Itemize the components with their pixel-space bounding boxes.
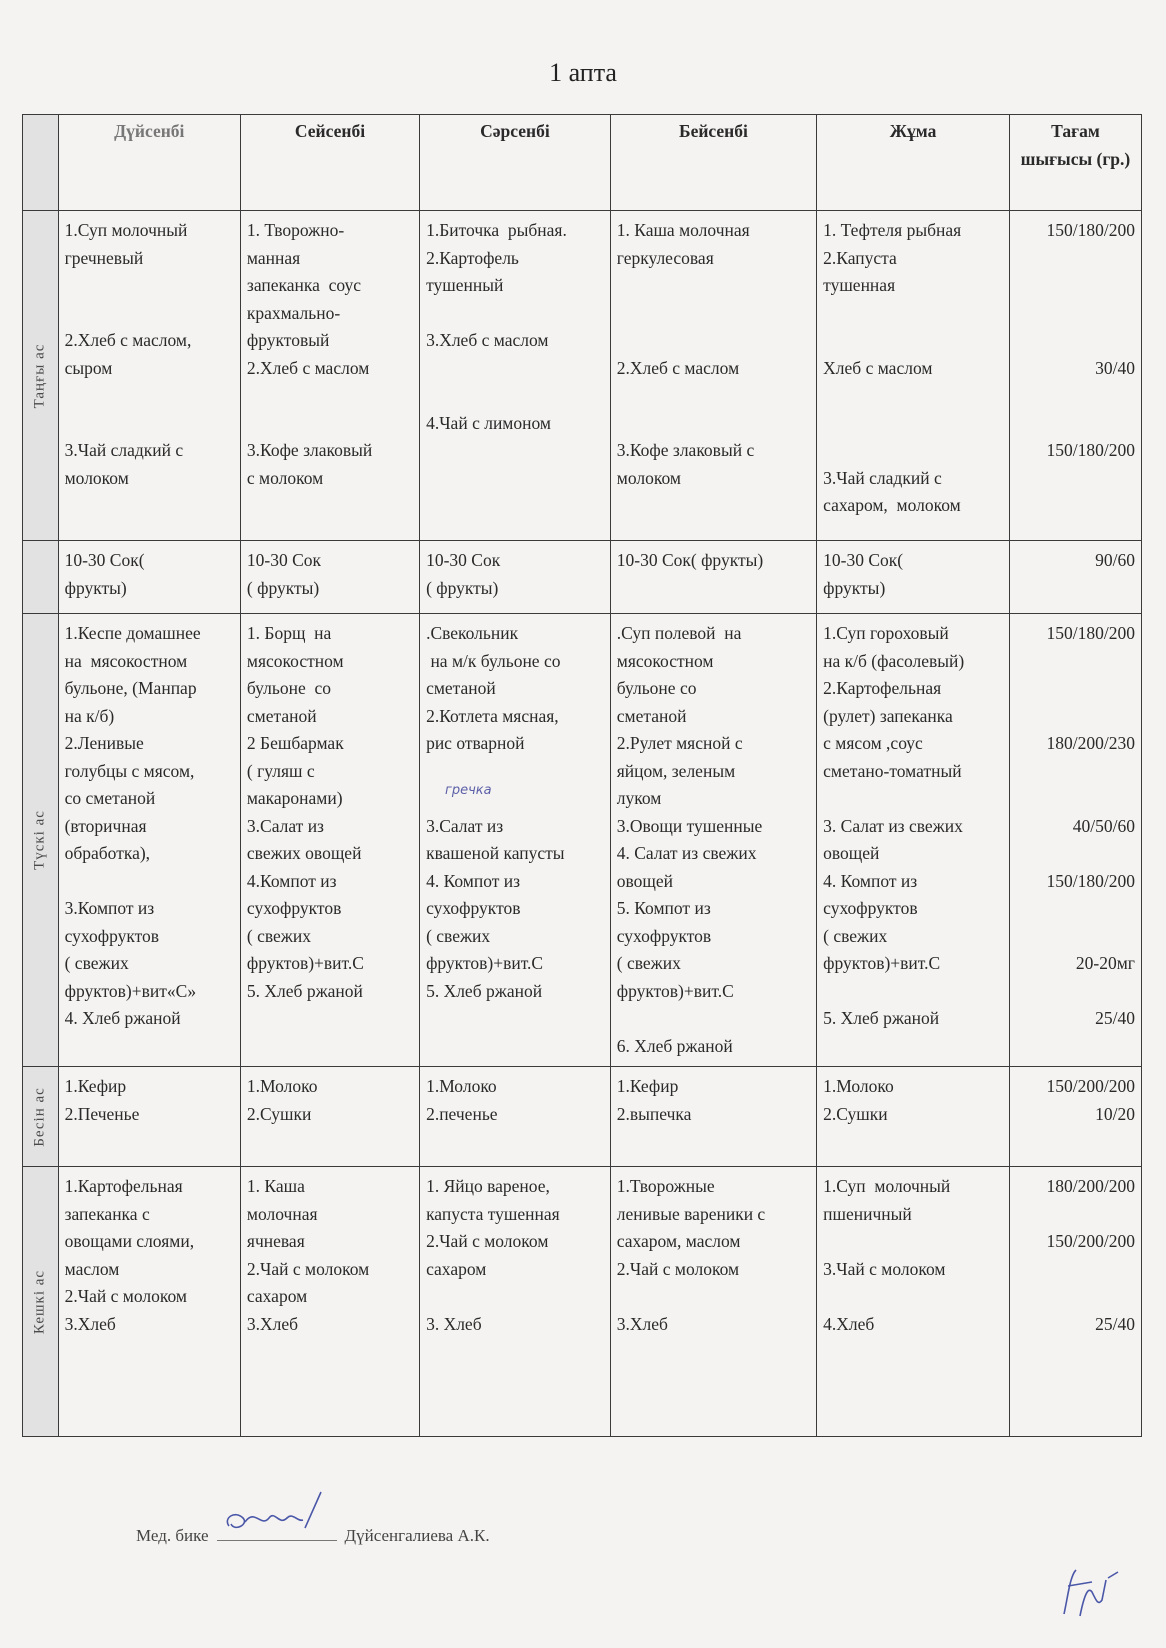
- header-row: [23, 115, 1142, 211]
- menu-line: 3.Кофе злаковый с: [616, 440, 755, 460]
- menu-line: 10/20: [1095, 1103, 1135, 1124]
- menu-cell: [58, 541, 240, 614]
- menu-line: 3.Хлеб: [64, 1313, 116, 1334]
- menu-line: [1016, 675, 1135, 703]
- menu-line: [65, 868, 234, 896]
- menu-line: [1016, 648, 1135, 676]
- page-title: 1 апта: [549, 58, 617, 87]
- menu-line: 3.Хлеб: [616, 1313, 668, 1334]
- menu-line: фрукты): [64, 577, 127, 598]
- menu-line: обработка),: [64, 843, 151, 863]
- menu-line: 10-30 Сок: [426, 550, 501, 570]
- menu-line: 20-20мг: [1075, 953, 1135, 973]
- column-header: Жұма: [817, 115, 1010, 211]
- menu-line: запеканка соус: [246, 275, 361, 295]
- menu-line: [1016, 410, 1135, 438]
- initials-icon: [1058, 1556, 1128, 1626]
- menu-line: 180/200/200: [1046, 1176, 1135, 1196]
- menu-line: 4. Хлеб ржаной: [64, 1008, 181, 1028]
- menu-line: [1016, 978, 1135, 1006]
- menu-line: сухофруктов: [823, 898, 918, 918]
- menu-cell: [240, 1167, 419, 1437]
- menu-line: ( свежих: [616, 953, 681, 973]
- menu-cell: [58, 1067, 240, 1167]
- menu-line: квашеной капусты: [426, 843, 565, 863]
- menu-line: [1016, 785, 1135, 813]
- menu-line: на к/б (фасолевый): [823, 650, 965, 671]
- menu-line: [1016, 1256, 1135, 1284]
- menu-table: [22, 114, 1142, 1437]
- menu-line: сахаром, молоком: [823, 495, 961, 515]
- menu-line: ленивые вареники с: [616, 1203, 766, 1224]
- menu-line: манная: [246, 247, 301, 268]
- column-header: Бейсенбі: [610, 115, 816, 211]
- menu-cell: [817, 211, 1010, 541]
- menu-line: макаронами): [246, 788, 343, 808]
- menu-line: на мясокостном: [64, 650, 188, 671]
- menu-line: 3.Хлеб с маслом: [426, 330, 549, 350]
- header-corner: [23, 115, 59, 211]
- signature-line: [217, 1518, 337, 1541]
- meal-row: [23, 541, 1142, 614]
- column-header: Сейсенбі: [240, 115, 419, 211]
- menu-line: .Свекольник: [426, 623, 519, 643]
- meal-label: [23, 1067, 59, 1167]
- menu-line: 3.Чай сладкий с: [823, 467, 942, 488]
- menu-line: 3.Овощи тушенные: [616, 815, 763, 836]
- meal-label-text: Түскі ас: [31, 810, 48, 870]
- menu-line: ( фрукты): [246, 577, 320, 598]
- menu-line: [823, 978, 1003, 1006]
- menu-line: [1016, 923, 1135, 951]
- menu-line: [1016, 1283, 1135, 1311]
- menu-line: ( свежих: [246, 925, 312, 946]
- portion-cell: [1009, 541, 1141, 614]
- menu-line: 3.Чай с молоком: [823, 1258, 946, 1279]
- menu-cell: [240, 1067, 419, 1167]
- menu-line: бульоне со: [246, 678, 331, 698]
- menu-line: 150/180/200: [1046, 870, 1135, 891]
- menu-line: молоком: [64, 467, 129, 488]
- menu-line: 3.Салат из: [246, 815, 324, 836]
- menu-line: [1016, 245, 1135, 273]
- menu-line: с мясом ,соус: [823, 733, 923, 753]
- menu-line: [247, 382, 413, 410]
- menu-line: 3. Салат из свежих: [823, 815, 963, 836]
- menu-line: .Суп полевой на: [616, 623, 742, 643]
- menu-line: 2.Чай с молоком: [64, 1286, 187, 1306]
- menu-line: 40/50/60: [1072, 815, 1135, 836]
- menu-line: 10-30 Сок(: [823, 550, 904, 570]
- handwritten-note: гречка: [445, 783, 492, 798]
- menu-line: Хлеб с маслом: [823, 357, 933, 378]
- menu-line: 4.Чай с лимоном: [426, 412, 551, 433]
- menu-line: 25/40: [1095, 1313, 1135, 1334]
- menu-line: 2.Котлета мясная,: [426, 705, 559, 726]
- menu-line: рис отварной: [426, 733, 525, 753]
- menu-line: фрукты): [823, 577, 886, 598]
- menu-cell: [420, 1067, 611, 1167]
- menu-line: 4.Компот из: [246, 870, 337, 891]
- menu-line: [1016, 840, 1135, 868]
- menu-line: [426, 382, 604, 410]
- menu-line: фруктов)+вит«С»: [64, 980, 197, 1001]
- menu-line: 1.Картофельная: [64, 1176, 183, 1196]
- menu-line: запеканка с: [64, 1203, 150, 1224]
- menu-cell: [58, 1167, 240, 1437]
- menu-line: [1016, 703, 1135, 731]
- menu-line: [617, 300, 810, 328]
- menu-cell: [240, 541, 419, 614]
- menu-line: [65, 300, 234, 328]
- menu-line: 2.печенье: [426, 1103, 498, 1124]
- menu-line: сухофруктов: [64, 925, 160, 946]
- menu-line: 2.Картофель: [426, 247, 519, 268]
- menu-cell: [58, 211, 240, 541]
- menu-line: 1.Кеспе домашнее: [64, 623, 201, 643]
- menu-line: [823, 300, 1003, 328]
- menu-line: ячневая: [246, 1231, 305, 1251]
- meal-row: [23, 614, 1142, 1067]
- menu-line: со сметаной: [64, 788, 156, 808]
- menu-line: овощей: [823, 843, 880, 863]
- menu-line: мясокостном: [246, 650, 344, 671]
- signature-name: Дүйсенгалиева А.К.: [344, 1526, 490, 1545]
- menu-line: [617, 1005, 810, 1033]
- menu-line: тушенная: [823, 275, 896, 295]
- menu-cell: [817, 1167, 1010, 1437]
- menu-line: бульоне, (Манпар: [64, 678, 197, 698]
- menu-line: 10-30 Сок(: [64, 550, 145, 570]
- menu-cell: [240, 211, 419, 541]
- menu-cell: [610, 1167, 816, 1437]
- menu-line: [426, 300, 604, 328]
- menu-line: 4.Хлеб: [823, 1313, 875, 1334]
- menu-line: фруктов)+вит.С: [823, 953, 941, 973]
- menu-line: 150/200/200: [1046, 1231, 1135, 1251]
- menu-line: [823, 1228, 1003, 1256]
- menu-cell: [610, 211, 816, 541]
- menu-line: 10-30 Сок: [246, 550, 322, 570]
- menu-cell: [240, 614, 419, 1067]
- menu-line: [1016, 327, 1135, 355]
- menu-cell: [420, 1167, 611, 1437]
- menu-line: 1.Кефир: [64, 1076, 127, 1096]
- menu-line: [1016, 1201, 1135, 1229]
- menu-line: [1016, 272, 1135, 300]
- meal-label: [23, 211, 59, 541]
- menu-line: фруктовый: [246, 330, 330, 350]
- menu-line: [1016, 758, 1135, 786]
- menu-line: [1016, 300, 1135, 328]
- menu-line: [65, 272, 234, 300]
- menu-line: фруктов)+вит.С: [616, 980, 734, 1001]
- menu-line: [617, 410, 810, 438]
- menu-line: 1.Творожные: [616, 1176, 715, 1196]
- column-header: Сәрсенбі: [420, 115, 611, 211]
- menu-line: [1016, 382, 1135, 410]
- menu-line: 1.Молоко: [246, 1076, 318, 1096]
- menu-line: голубцы с мясом,: [64, 760, 195, 781]
- menu-line: 2.Сушки: [823, 1103, 888, 1124]
- menu-line: сметаной: [426, 678, 496, 698]
- menu-cell: [817, 541, 1010, 614]
- menu-line: 2.Сушки: [246, 1103, 312, 1124]
- menu-line: 1. Тефтеля рыбная: [823, 220, 962, 240]
- menu-cell: [817, 1067, 1010, 1167]
- menu-line: 1. Творожно-: [246, 220, 345, 240]
- menu-line: капуста тушенная: [426, 1203, 560, 1224]
- menu-cell: [420, 614, 611, 1067]
- menu-line: 3.Чай сладкий с: [64, 440, 184, 460]
- menu-line: [617, 1283, 810, 1311]
- menu-line: сухофруктов: [616, 925, 712, 946]
- menu-line: ( фрукты): [426, 577, 499, 598]
- menu-line: [823, 410, 1003, 438]
- menu-line: луком: [616, 788, 662, 808]
- menu-line: овощей: [616, 870, 674, 891]
- portion-cell: [1009, 211, 1141, 541]
- menu-line: 5. Компот из: [616, 898, 711, 918]
- menu-cell: [610, 1067, 816, 1167]
- menu-line: 1.Биточка рыбная.: [426, 220, 567, 240]
- menu-line: [823, 437, 1003, 465]
- menu-cell: [817, 614, 1010, 1067]
- menu-line: молочная: [246, 1203, 318, 1224]
- menu-line: 3.Салат из: [426, 815, 504, 836]
- menu-line: 2 Бешбармак: [246, 733, 344, 753]
- menu-line: 150/180/200: [1046, 220, 1135, 240]
- menu-cell: [58, 614, 240, 1067]
- menu-line: гречневый: [64, 247, 144, 268]
- menu-line: 5. Хлеб ржаной: [823, 1008, 940, 1028]
- menu-line: с молоком: [246, 467, 324, 488]
- menu-line: сухофруктов: [246, 898, 342, 918]
- menu-line: сметаной: [246, 705, 317, 726]
- menu-line: 150/200/200: [1046, 1076, 1135, 1096]
- menu-line: геркулесовая: [616, 247, 714, 268]
- menu-line: 5. Хлеб ржаной: [246, 980, 363, 1001]
- menu-line: пшеничный: [823, 1203, 912, 1224]
- menu-line: фруктов)+вит.С: [426, 953, 544, 973]
- menu-line: [426, 1283, 604, 1311]
- menu-line: 10-30 Сок( фрукты): [616, 550, 764, 570]
- menu-line: 2.Чай с молоком: [246, 1258, 370, 1279]
- signature-prefix: Мед. бике: [136, 1526, 209, 1545]
- meal-label-text: Таңғы ас: [31, 343, 48, 408]
- menu-cell: [420, 541, 611, 614]
- menu-line: 1.Молоко: [823, 1076, 894, 1096]
- menu-line: 3. Хлеб: [426, 1313, 482, 1334]
- menu-line: [426, 758, 604, 786]
- menu-line: (рулет) запеканка: [823, 705, 953, 726]
- menu-line: 4. Салат из свежих: [616, 843, 757, 863]
- meal-row: [23, 1167, 1142, 1437]
- menu-line: ( свежих: [426, 925, 491, 946]
- menu-line: свежих овощей: [246, 843, 362, 863]
- menu-line: 1.Суп гороховый: [823, 623, 949, 643]
- meal-row: [23, 211, 1142, 541]
- menu-line: маслом: [64, 1258, 120, 1279]
- menu-line: [65, 382, 234, 410]
- menu-line: 3.Хлеб: [246, 1313, 299, 1334]
- menu-line: 4. Компот из: [823, 870, 918, 891]
- menu-line: 1. Каша молочная: [616, 220, 750, 240]
- menu-line: овощами слоями,: [64, 1231, 195, 1251]
- menu-line: 25/40: [1095, 1008, 1135, 1028]
- menu-cell: [610, 614, 816, 1067]
- meal-label: [23, 541, 59, 614]
- column-header: Тағам шығысы (гр.): [1009, 115, 1141, 211]
- menu-line: 2.Печенье: [64, 1103, 140, 1124]
- meal-label-text: Бесін ас: [31, 1086, 48, 1147]
- menu-line: 1.Суп молочный: [823, 1176, 951, 1196]
- menu-line: 180/200/230: [1046, 733, 1135, 753]
- menu-line: 2.Рулет мясной с: [616, 733, 743, 753]
- portion-cell: [1009, 1067, 1141, 1167]
- menu-line: 2.Ленивые: [64, 733, 144, 753]
- menu-cell: [420, 211, 611, 541]
- menu-line: ( гуляш с: [246, 760, 315, 781]
- menu-line: мясокостном: [616, 650, 714, 671]
- meal-label-text: Кешкі ас: [31, 1269, 48, 1334]
- menu-line: на к/б): [64, 705, 115, 726]
- menu-line: 2.выпечка: [616, 1103, 692, 1124]
- menu-line: [247, 410, 413, 438]
- menu-line: 3.Кофе злаковый: [246, 440, 373, 460]
- menu-line: [617, 382, 810, 410]
- menu-line: 1. Каша: [246, 1176, 305, 1196]
- menu-line: 1. Борщ на: [246, 623, 332, 643]
- menu-line: сметано-томатный: [823, 760, 962, 781]
- meal-row: [23, 1067, 1142, 1167]
- menu-line: сахаром: [246, 1286, 308, 1306]
- menu-line: 1. Яйцо вареное,: [426, 1176, 550, 1196]
- menu-line: ( свежих: [64, 953, 129, 973]
- menu-line: 30/40: [1095, 357, 1135, 378]
- menu-line: ( свежих: [823, 925, 888, 946]
- menu-cell: [610, 541, 816, 614]
- meal-label: [23, 1167, 59, 1437]
- menu-line: сахаром, маслом: [616, 1231, 741, 1251]
- menu-line: [823, 785, 1003, 813]
- menu-line: [617, 272, 810, 300]
- menu-line: 150/180/200: [1046, 440, 1135, 460]
- menu-line: сметаной: [616, 705, 687, 726]
- menu-line: 2.Капуста: [823, 247, 897, 268]
- menu-line: 3.Компот из: [64, 898, 155, 918]
- menu-line: 2.Чай с молоком: [616, 1258, 740, 1279]
- menu-line: [65, 410, 234, 438]
- menu-line: 2.Хлеб с маслом,: [64, 330, 192, 350]
- menu-line: [823, 1283, 1003, 1311]
- signature-icon: [221, 1488, 341, 1538]
- menu-line: 6. Хлеб ржаной: [616, 1035, 733, 1056]
- menu-line: молоком: [616, 467, 681, 488]
- menu-line: крахмально-: [246, 302, 341, 323]
- menu-line: тушенный: [426, 275, 504, 295]
- menu-line: [823, 382, 1003, 410]
- menu-line: 90/60: [1095, 550, 1135, 570]
- menu-line: фруктов)+вит.С: [246, 953, 364, 973]
- menu-line: 2.Хлеб с маслом: [616, 357, 740, 378]
- menu-line: 4. Компот из: [426, 870, 521, 891]
- menu-line: 150/180/200: [1046, 623, 1135, 643]
- menu-line: сухофруктов: [426, 898, 521, 918]
- menu-line: сахаром: [426, 1258, 487, 1279]
- menu-line: [1016, 895, 1135, 923]
- menu-line: [426, 355, 604, 383]
- menu-line: на м/к бульоне со: [426, 650, 561, 671]
- menu-line: яйцом, зеленым: [616, 760, 736, 781]
- menu-line: [617, 327, 810, 355]
- menu-line: 1.Молоко: [426, 1076, 497, 1096]
- menu-line: бульоне со: [616, 678, 697, 698]
- portion-cell: [1009, 614, 1141, 1067]
- menu-line: сыром: [64, 357, 113, 378]
- menu-line: (вторичная: [64, 815, 147, 836]
- portion-cell: [1009, 1167, 1141, 1437]
- meal-label: [23, 614, 59, 1067]
- menu-line: [823, 327, 1003, 355]
- menu-line: 2.Хлеб с маслом: [246, 357, 370, 378]
- menu-line: 2.Картофельная: [823, 678, 942, 698]
- menu-line: 2.Чай с молоком: [426, 1231, 549, 1251]
- menu-line: 5. Хлеб ржаной: [426, 980, 543, 1001]
- column-header: Дүйсенбі: [58, 115, 240, 211]
- menu-line: 1.Суп молочный: [64, 220, 188, 240]
- menu-line: 1.Кефир: [616, 1076, 679, 1096]
- signature-block: [136, 1518, 490, 1546]
